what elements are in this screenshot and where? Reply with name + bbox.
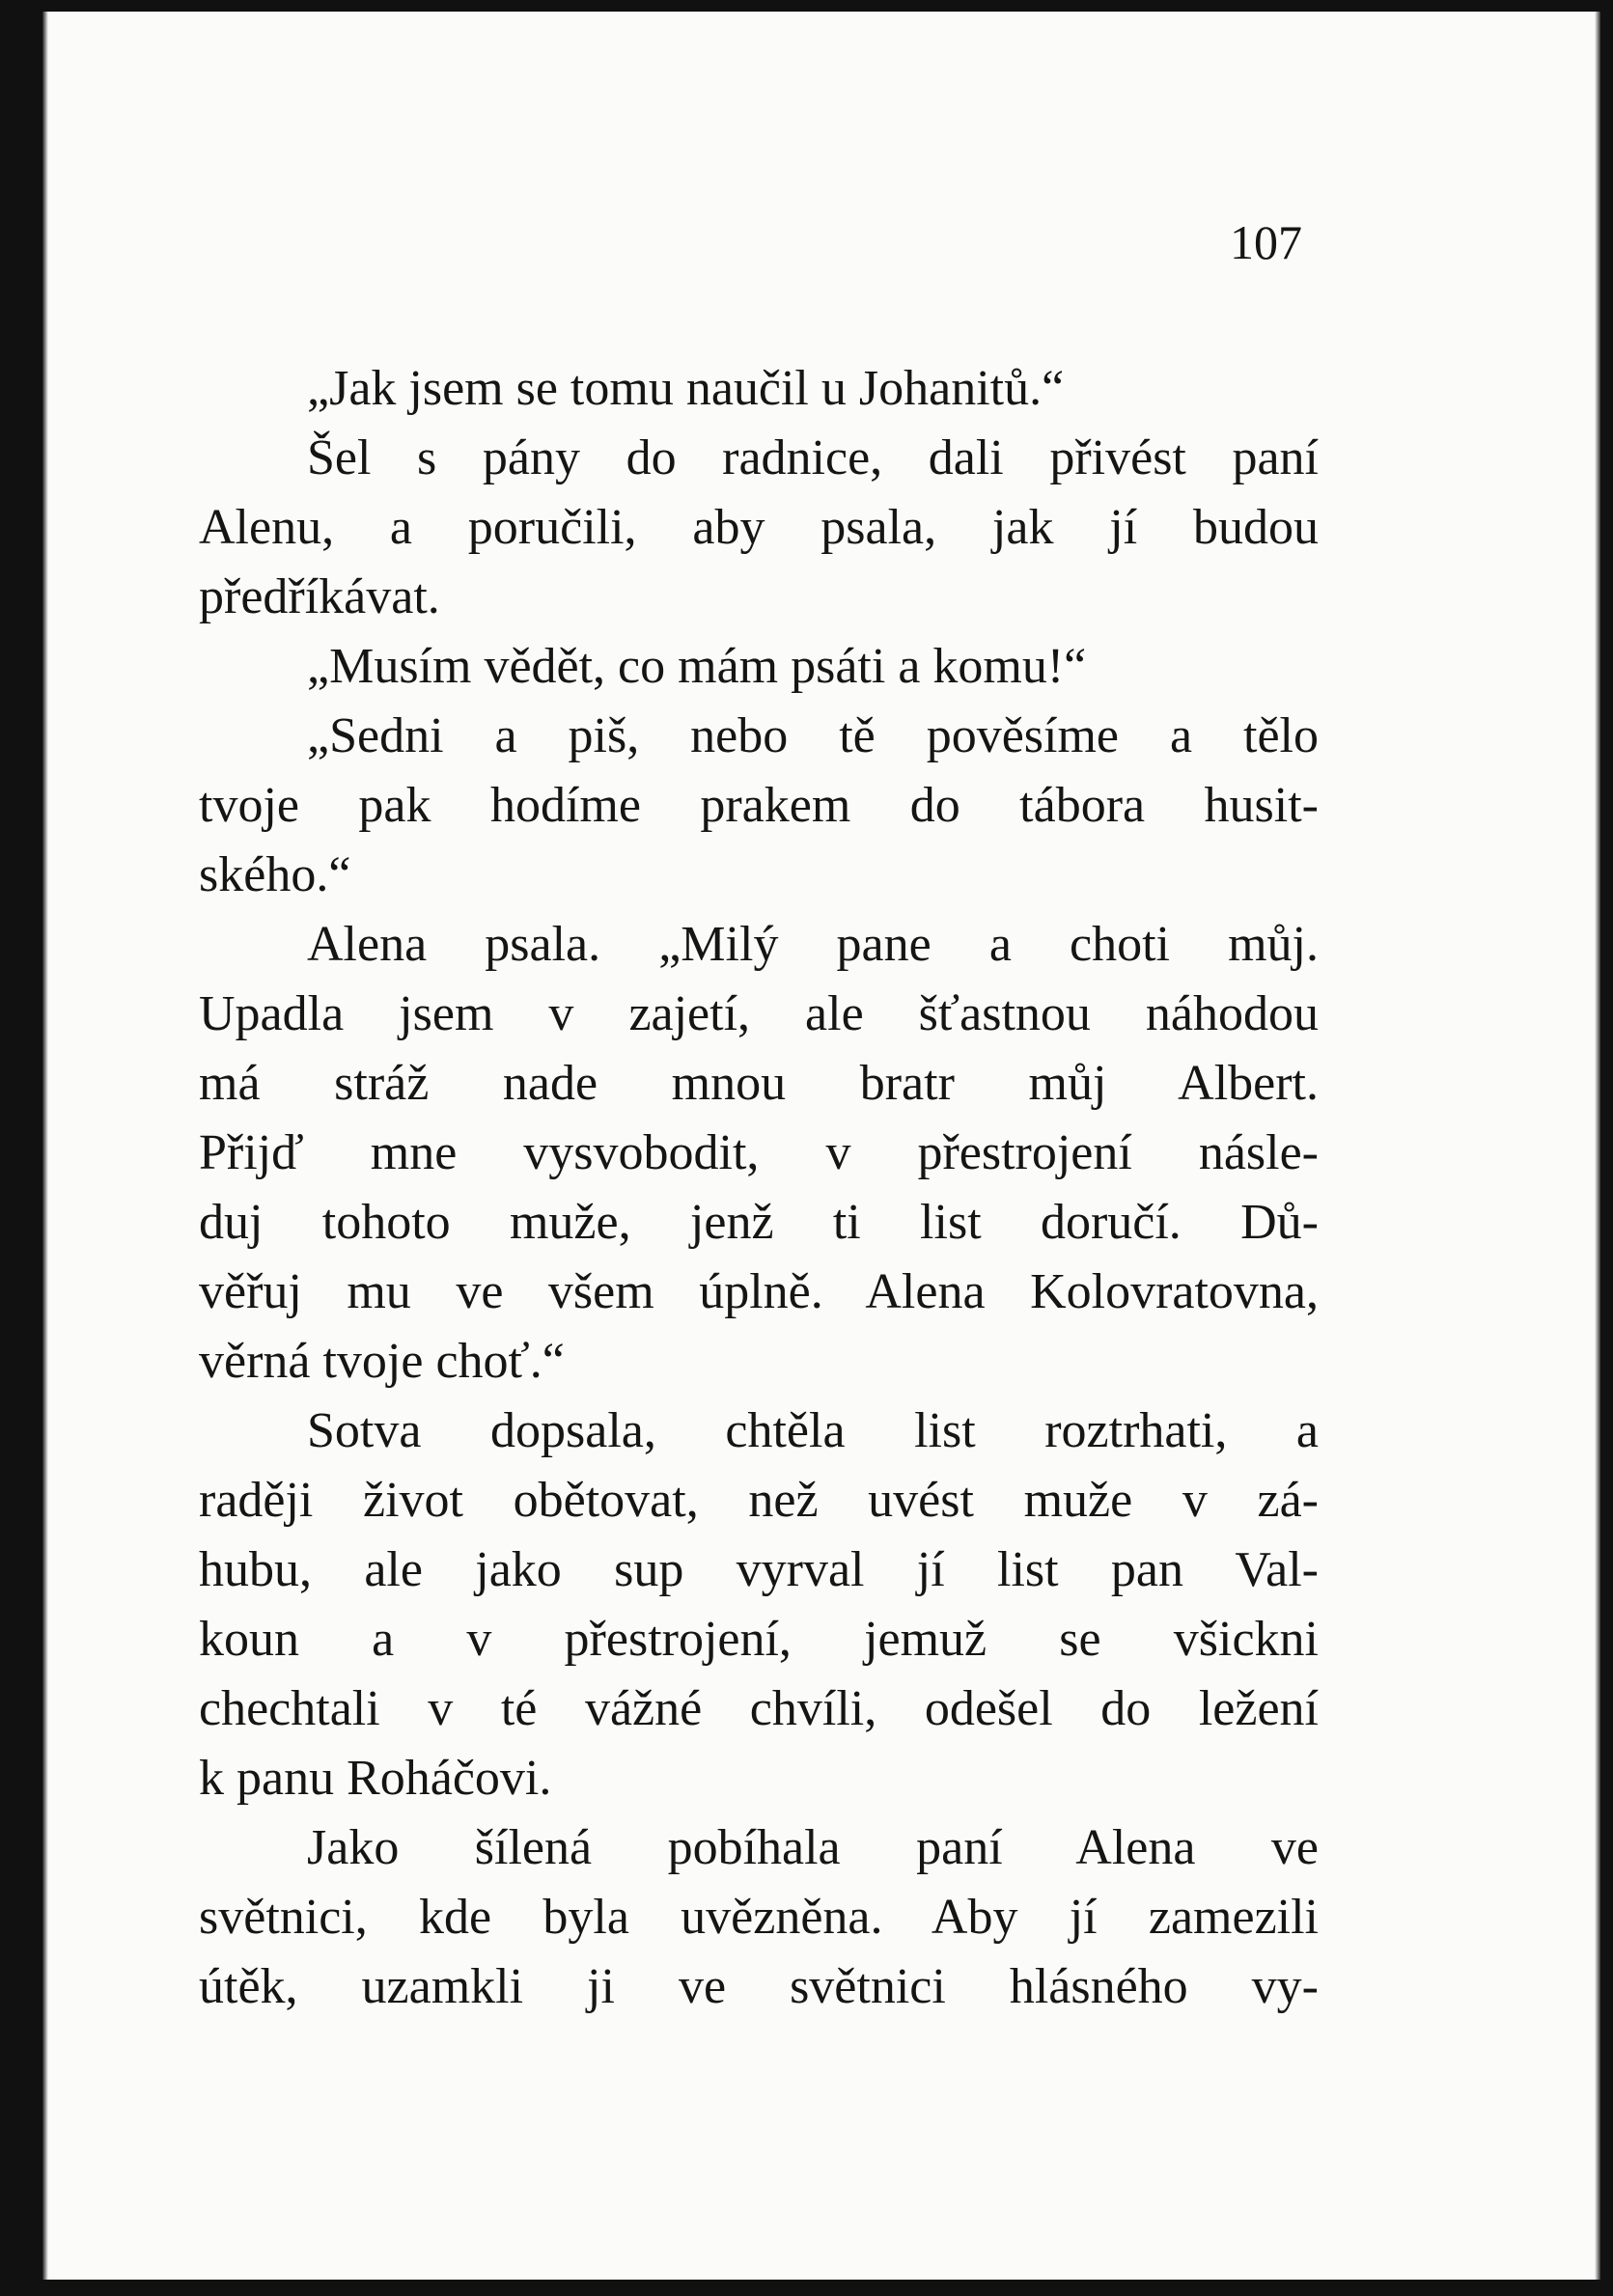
text-line: Jako šílená pobíhala paní Alena ve <box>307 1820 1319 1875</box>
body-text <box>199 354 1319 2022</box>
text-line: Alenu, a poručili, aby psala, jak jí budou <box>199 500 1319 555</box>
text-line: má stráž nade mnou bratr můj Albert. <box>199 1056 1319 1111</box>
page-number: 107 <box>1230 215 1302 269</box>
text-line: koun a v přestrojení, jemuž se všickni <box>199 1612 1319 1667</box>
text-line: k panu Roháčovi. <box>199 1751 552 1806</box>
text-line: hubu, ale jako sup vyrval jí list pan Val- <box>199 1542 1319 1597</box>
text-line: útěk, uzamkli ji ve světnici hlásného vy- <box>199 1959 1319 2014</box>
text-line: „Sedni a piš, nebo tě pověsíme a tělo <box>307 708 1319 763</box>
text-line: chechtali v té vážné chvíli, odešel do ležení <box>199 1681 1319 1736</box>
text-line: duj tohoto muže, jenž ti list doručí. Dů- <box>199 1195 1319 1250</box>
book-page <box>42 12 1600 2280</box>
text-line: „Jak jsem se tomu naučil u Johanitů.“ <box>307 361 1065 416</box>
text-line: věřuj mu ve všem úplně. Alena Kolovratovna, <box>199 1264 1319 1319</box>
text-line: Šel s pány do radnice, dali přivést paní <box>307 430 1319 485</box>
text-line: světnici, kde byla uvězněna. Aby jí zamezili <box>199 1890 1319 1945</box>
text-line: „Musím vědět, co mám psáti a komu!“ <box>307 639 1087 694</box>
text-line: Alena psala. „Milý pane a choti můj. <box>307 917 1319 972</box>
page-left-edge <box>42 12 48 2280</box>
text-line: Upadla jsem v zajetí, ale šťastnou náhodou <box>199 986 1319 1041</box>
text-line: tvoje pak hodíme prakem do tábora husit- <box>199 778 1319 833</box>
text-line: raději život obětovat, než uvést muže v zá- <box>199 1473 1319 1528</box>
text-line: předříkávat. <box>199 569 440 624</box>
text-line: věrná tvoje choť.“ <box>199 1334 565 1389</box>
text-line: Sotva dopsala, chtěla list roztrhati, a <box>307 1403 1319 1458</box>
page-right-edge <box>1595 12 1600 2280</box>
text-line: ského.“ <box>199 847 351 902</box>
text-line: Přijď mne vysvobodit, v přestrojení násle- <box>199 1125 1319 1180</box>
